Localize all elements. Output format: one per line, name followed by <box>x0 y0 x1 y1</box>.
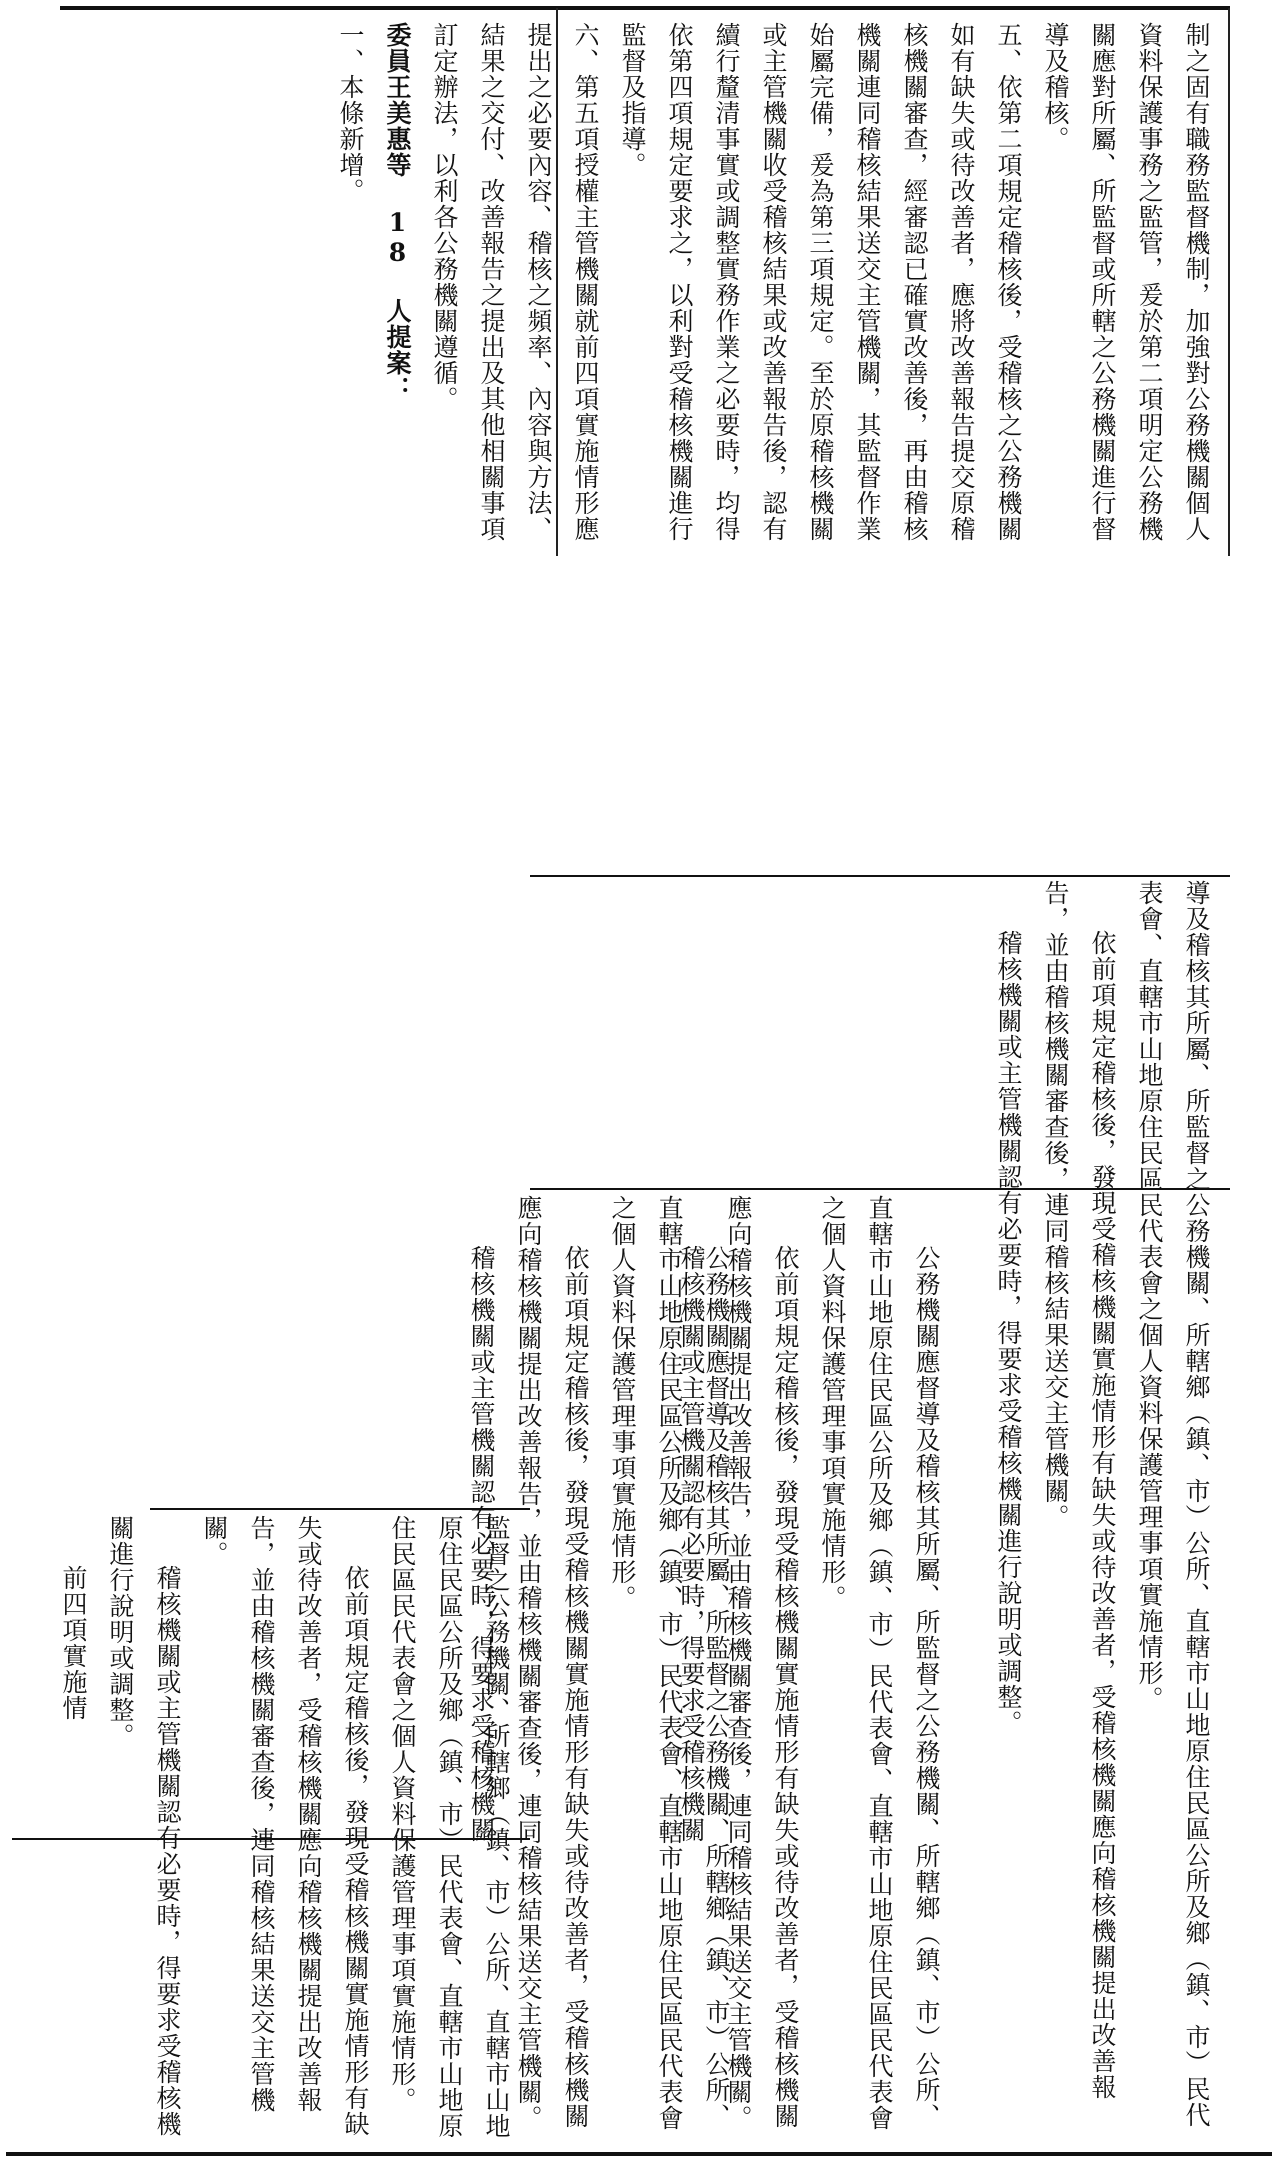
upper-paragraph-1: 制之固有職務監督機制，加強對公務機關個人資料保護事務之監管，爰於第二項明定公務機關應對所屬、所監督或所轄之公務機關進行督導及稽核。 <box>1041 22 1211 542</box>
upper-paragraph-6: 六、第五項授權主管機關就前四項實施情形應提出之必要內容、稽核之頻率、內容與方法、結果之交付、改善報告之提出及其他相關事項訂定辦法，以利各公務機關遵循。 <box>430 22 600 542</box>
column-c-p2: 依前項規定稽核後，發現受稽核機關實施情形有缺失或待改善者，受稽核機關應向稽核機關提出改善報告，並由稽核機關審查後，連同稽核結果送交主管機關。 <box>514 1195 590 2131</box>
column-d-p1: 監督之公務機關、所轄鄉（鎮、市）公所、直轄市山地原住民區公所及鄉（鎮、市）民代表會、直轄市山地原住民區民代表會之個人資料保護管理事項實施情形。 <box>388 1515 511 2139</box>
divider-mid <box>530 875 1230 877</box>
column-a <box>994 880 1220 2145</box>
column-b-p1: 公務機關應督導及稽核其所屬、所監督之公務機關、所轄鄉（鎮、市）公所、直轄市山地原住民區公所及鄉（鎮、市）民代表會、直轄市山地原住民區民代表會之個人資料保護管理事項實施情形。 <box>818 1195 941 2131</box>
column-c-p1: 公務機關應督導及稽核其所屬、所監督之公務機關、所轄鄉（鎮、市）公所、直轄市山地原住民區公所及鄉（鎮、市）民代表會、直轄市山地原住民區民代表會之個人資料保護管理事項實施情形。 <box>608 1195 731 2131</box>
proposal-item: 一、本條新增。 <box>336 22 365 204</box>
top-rule <box>60 6 1230 10</box>
column-c-p3: 稽核機關或主管機關認有必要時，得要求受稽核機關 <box>467 1245 496 1843</box>
upper-right-border <box>1228 8 1230 556</box>
column-d-p4: 前四項實施情 <box>59 1565 88 1721</box>
upper-explanation-block <box>336 22 1220 552</box>
column-d-p3: 稽核機關或主管機關認有必要時，得要求受稽核機關進行說明或調整。 <box>106 1515 182 2137</box>
proposal-heading: 委員王美惠等 18 人提案： <box>383 22 412 402</box>
bottom-rule <box>6 2152 1272 2156</box>
column-c <box>467 1195 740 2145</box>
column-d <box>59 1515 520 2145</box>
column-a-p3: 稽核機關或主管機關認有必要時，得要求受稽核機關進行說明或調整。 <box>994 930 1023 1736</box>
column-a-p2: 依前項規定稽核後，發現受稽核機關實施情形有缺失或待改善者，受稽核機關應向稽核機關提出改善報告，並由稽核機關審查後，連同稽核結果送交主管機關。 <box>1041 880 1117 2100</box>
column-b-p2: 依前項規定稽核後，發現受稽核機關實施情形有缺失或待改善者，受稽核機關應向稽核機關提出改善報告，並由稽核機關審查後，連同稽核結果送交主管機關。 <box>724 1195 800 2131</box>
column-b <box>677 1195 950 2145</box>
upper-paragraph-5: 五、依第二項規定稽核後，受稽核之公務機關如有缺失或待改善者，應將改善報告提交原稽核機關審查，經審認已確實改善後，再由稽核機關連同稽核結果送交主管機關，其監督作業始屬完備，爰為第三項規定。至於原稽核機關或主管機關收受稽核結果或改善報告後，認有續行釐清事實或調整實務作業之必要時，均得依第四項規定要求之，以利對受稽核機關進行監督及指導。 <box>618 22 1023 542</box>
column-d-p2: 依前項規定稽核後，發現受稽核機關實施情形有缺失或待改善者，受稽核機關應向稽核機關提出改善報告，並由稽核機關審查後，連同稽核結果送交主管機關。 <box>200 1515 370 2137</box>
column-a-p1: 導及稽核其所屬、所監督之公務機關、所轄鄉（鎮、市）公所、直轄市山地原住民區公所及鄉（鎮、市）民代表會、直轄市山地原住民區民代表會之個人資料保護管理事項實施情形。 <box>1135 880 1211 2128</box>
column-b-p3: 稽核機關或主管機關認有必要時，得要求受稽核機關 <box>677 1245 706 1843</box>
